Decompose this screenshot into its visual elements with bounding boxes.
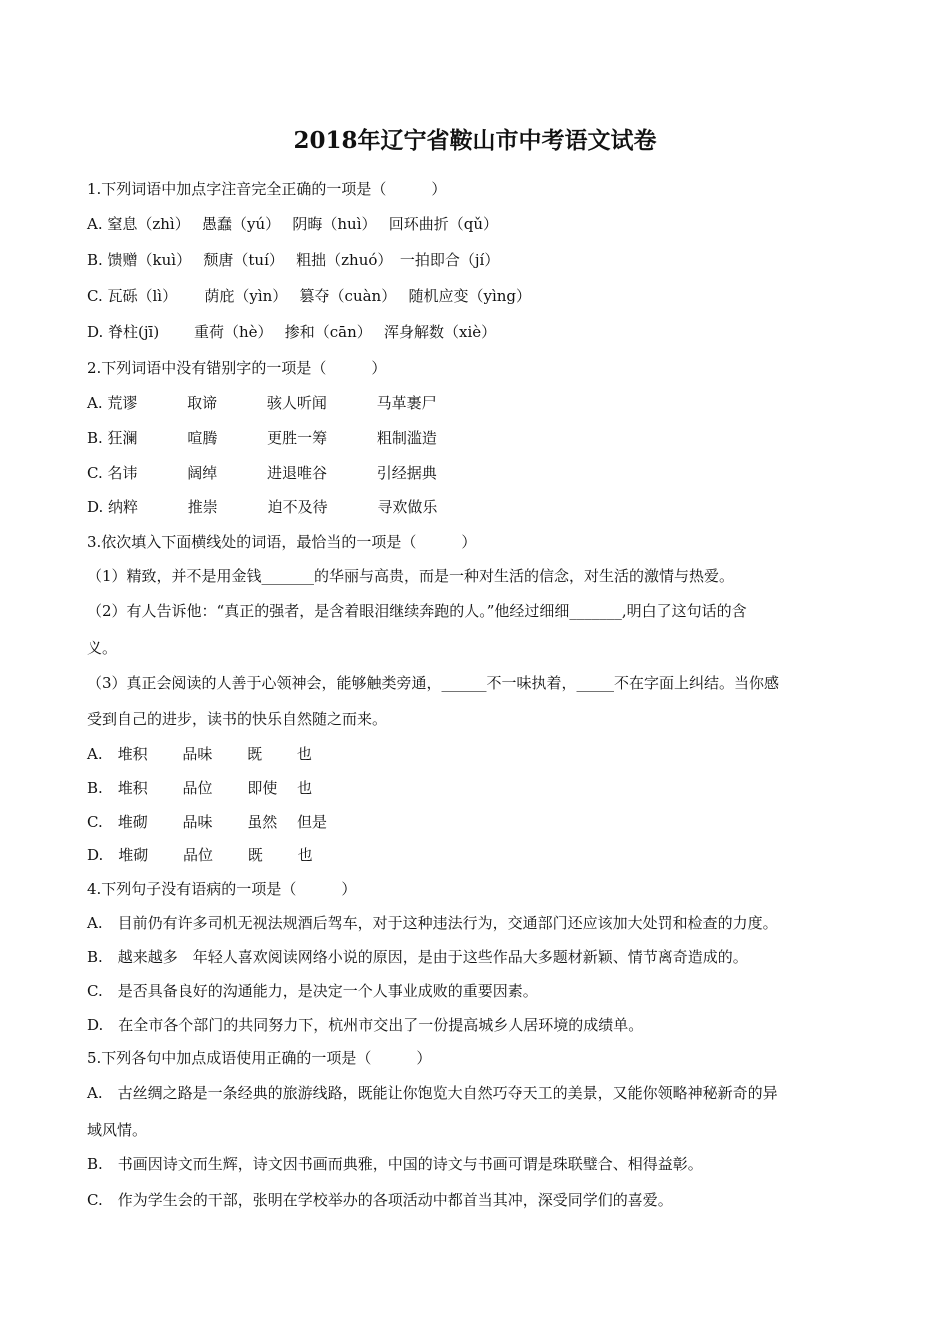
q3-sentence-3-cont: 受到自己的进步，读书的快乐自然随之而来。 [87,710,388,728]
q3-option-a: A. 堆积 品味 既 也 [87,745,312,763]
q4-option-a: A. 目前仍有许多司机无视法规酒后驾车，对于这种违法行为，交通部门还应该加大处罚和检查的力度。 [87,914,778,932]
q2-option-c: C. 名讳 阔绰 进退唯谷 引经据典 [87,464,437,482]
q2-stem: 2.下列词语中没有错别字的一项是（ ） [87,359,387,377]
q4-option-b: B. 越来越多 年轻人喜欢阅读网络小说的原因，是由于这些作品大多题材新颖、情节离奇造成的。 [87,948,748,966]
q5-option-a: A. 古丝绸之路是一条经典的旅游线路，既能让你饱览大自然巧夺天工的美景，又能你领略神秘新奇的异 [87,1084,778,1102]
q2-option-a: A. 荒谬 取谛 骇人听闻 马革裹尸 [87,394,437,412]
q1-option-c: C. 瓦砾（lì） 荫庇（yìn） 篡夺（cuàn） 随机应变（yìng） [87,287,532,305]
q2-option-b: B. 狂澜 喧腾 更胜一筹 粗制滥造 [87,429,437,447]
q3-option-b: B. 堆积 品位 即使 也 [87,779,313,797]
q5-stem: 5.下列各句中加点成语使用正确的一项是（ ） [87,1049,432,1067]
q5-option-a-cont: 域风情。 [87,1121,148,1139]
q1-option-a: A. 窒息（zhì） 愚蠢（yú） 阴晦（huì） 回环曲折（qǔ） [87,215,499,233]
q3-stem: 3.依次填入下面横线处的词语，最恰当的一项是（ ） [87,533,477,551]
q1-stem: 1.下列词语中加点字注音完全正确的一项是（ ） [87,180,447,198]
q4-option-c: C. 是否具备良好的沟通能力，是决定一个人事业成败的重要因素。 [87,982,538,1000]
q3-sentence-2: （2）有人告诉他：“真正的强者，是含着眼泪继续奔跑的人。”他经过细细_______,明白了这句话的含 [87,602,747,620]
q3-sentence-1: （1）精致，并不是用金钱_______的华丽与高贵，而是一种对生活的信念，对生活的激情与热爱。 [87,567,735,585]
q3-sentence-3: （3）真正会阅读的人善于心领神会，能够触类旁通，______不一味执着，_____不在字面上纠结。当你感 [87,674,780,692]
q5-option-c: C. 作为学生会的干部，张明在学校举办的各项活动中都首当其冲，深受同学们的喜爱。 [87,1191,673,1209]
exam-title: 2018年辽宁省鞍山市中考语文试卷 [293,127,657,154]
q3-option-c: C. 堆砌 品味 虽然 但是 [87,813,328,831]
q1-option-d: D. 脊柱(jī) 重荷（hè） 掺和（cān） 浑身解数（xiè） [87,323,497,341]
q2-option-d: D. 纳粹 推崇 迫不及待 寻欢做乐 [87,498,438,516]
q4-option-d: D. 在全市各个部门的共同努力下，杭州市交出了一份提高城乡人居环境的成绩单。 [87,1016,644,1034]
q5-option-b: B. 书画因诗文而生辉，诗文因书画而典雅，中国的诗文与书画可谓是珠联璧合、相得益彰。 [87,1155,703,1173]
q3-sentence-2-cont: 义。 [87,639,118,657]
q1-option-b: B. 馈赠（kuì） 颓唐（tuí） 粗拙（zhuó） 一拍即合（jí） [87,251,500,269]
q3-option-d: D. 堆砌 品位 既 也 [87,846,313,864]
q4-stem: 4.下列句子没有语病的一项是（ ） [87,880,357,898]
